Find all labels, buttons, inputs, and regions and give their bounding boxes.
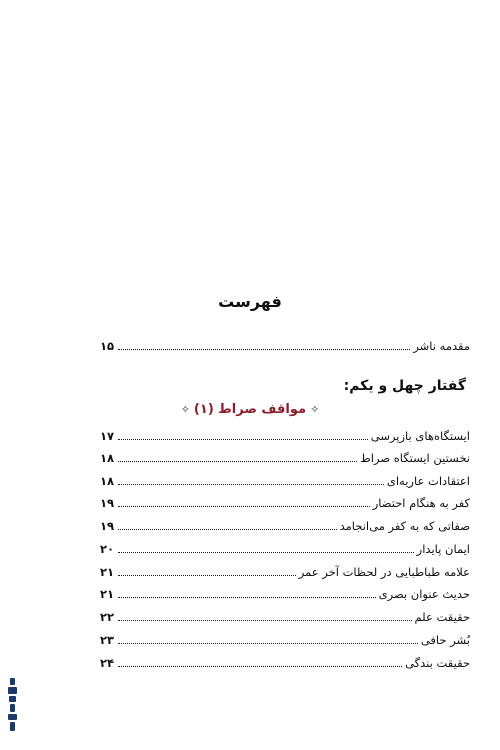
dot-leader (118, 484, 384, 485)
toc-entry-page: ۲۳ (100, 633, 115, 647)
toc-entry-page: ۲۱ (100, 565, 115, 579)
toc-entry-label: حقیقت بندگی (405, 656, 470, 670)
dot-leader (118, 349, 410, 350)
page-title: فهرست (218, 292, 282, 311)
toc-entry-label: صفاتی که به کفر می‌انجامد (339, 519, 470, 533)
toc-entry-page: ۱۸ (100, 474, 115, 488)
toc-entry-label: بُشر حافی (420, 633, 470, 647)
toc-entry-label: علامه طباطبایی در لحظات آخر عمر (298, 565, 470, 579)
toc-entry-page: ۲۱ (100, 587, 115, 601)
toc-entry (100, 514, 470, 534)
toc-entry-label: اعتقادات عاریه‌ای (386, 474, 470, 488)
toc-entry (100, 651, 470, 671)
toc-entry (100, 560, 470, 580)
toc-entry-label: نخستین ایستگاه صراط (360, 451, 470, 465)
dot-leader (118, 597, 376, 598)
toc-entry-page: ۲۰ (100, 542, 115, 556)
toc-entry (100, 605, 470, 625)
dot-leader (118, 529, 337, 530)
dot-leader (118, 461, 357, 462)
toc-entry (100, 424, 470, 444)
section-title-text: مواقف صراط (۱) (193, 402, 307, 417)
toc-entry-label: مقدمه ناشر (413, 339, 470, 353)
dot-leader (118, 620, 411, 621)
toc-entry (100, 537, 470, 557)
dot-leader (118, 666, 402, 667)
toc-entry-page: ۲۲ (100, 610, 115, 624)
dot-leader (118, 439, 368, 440)
ornament-icon: ✧ (180, 403, 190, 416)
chapter-title: گفتار چهل و یکم: (343, 378, 466, 394)
toc-entry (100, 446, 470, 466)
toc-entry-label: کفر به هنگام احتضار (372, 496, 470, 510)
toc-entry-label: ایمان پایدار (416, 542, 470, 556)
toc-entry (100, 491, 470, 511)
ornament-icon: ✧ (310, 403, 320, 416)
toc-entry (100, 469, 470, 489)
toc-entry-label: حقیقت علم (414, 610, 470, 624)
toc-entry-label: حدیث عنوان بصری (378, 587, 470, 601)
toc-entry (100, 628, 470, 648)
watermark-logo-icon (6, 676, 20, 734)
toc-entry-intro (100, 334, 470, 354)
section-title (0, 402, 500, 417)
dot-leader (118, 643, 418, 644)
dot-leader (118, 575, 296, 576)
toc-entry-page: ۱۷ (100, 429, 115, 443)
toc-entry-page: ۱۹ (100, 496, 115, 510)
toc-entry-label: ایستگاه‌های بازپرسی (370, 429, 470, 443)
toc-entry-page: ۱۸ (100, 451, 115, 465)
toc-entry-page: ۱۹ (100, 519, 115, 533)
toc-entry (100, 582, 470, 602)
toc-entry-page: ۱۵ (100, 339, 115, 353)
toc-entry-page: ۲۴ (100, 656, 115, 670)
dot-leader (118, 506, 370, 507)
dot-leader (118, 552, 414, 553)
